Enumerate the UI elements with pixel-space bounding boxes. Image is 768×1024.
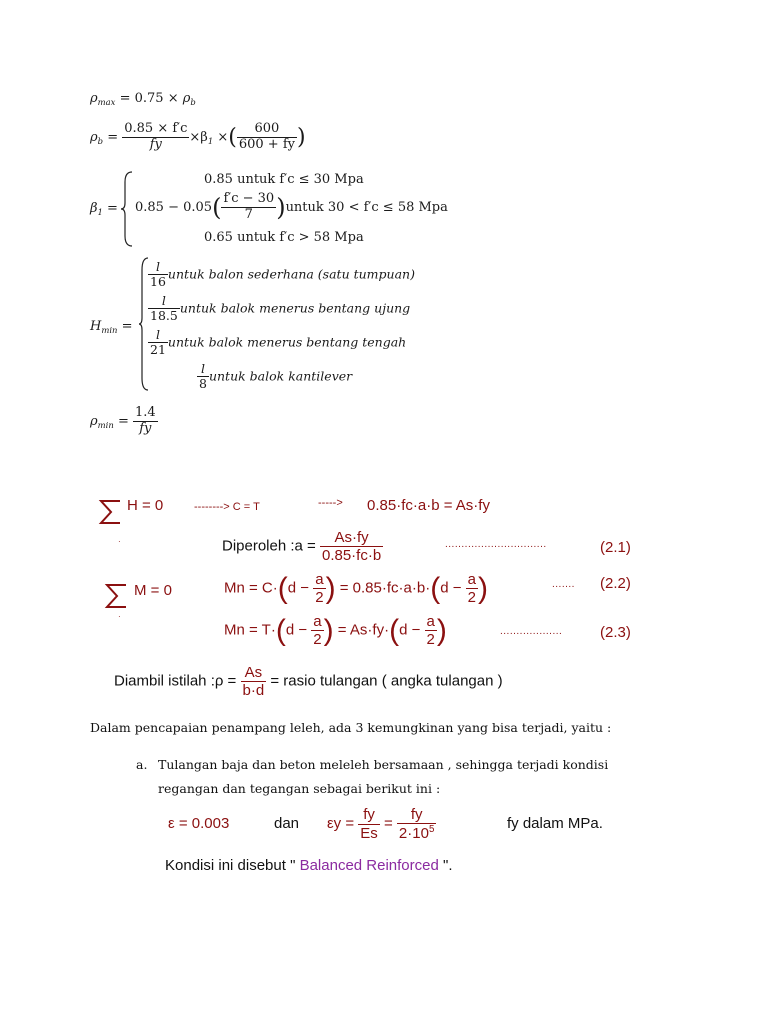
hmin-case-3: $\frac{l}{21}$ untuk balok menerus bentang tengah: [150, 327, 407, 358]
list-item-a-line2: regangan dan tegangan sebagai berikut ini :: [158, 781, 441, 796]
balanced-reinforced-term: Balanced Reinforced: [299, 857, 439, 874]
beta1-case-2: 0.85 − 0.05( $\frac{f'c - 30}{7}$ )untuk 30 < f′c ≤ 58 Mpa: [135, 191, 448, 222]
beta1-case-1: 0.85 untuk f′c ≤ 30 Mpa: [204, 172, 364, 187]
beta1-case-3: 0.65 untuk f′c > 58 Mpa: [204, 230, 364, 245]
formula-rho-min: $\rho_{min}$ = $\frac{1.4}{fy}$: [90, 405, 156, 436]
formula-rho-b: $\rho_b$ = $\frac{0.85 \times f'c}{fy}$ $\times\beta_1$ ×( $\frac{600}{600 + fy}$ ): [90, 121, 306, 152]
rasio-tulangan: Diambil istilah :ρ = $\frac{As}{b\cdot d}$ = rasio tulangan ( angka tulangan ): [114, 664, 503, 700]
sigma-dot-m: ·: [118, 612, 121, 621]
eq-2-1: Diperoleh :a = $\frac{As\cdot fy}{0.85\cdot fc\cdot b}$: [222, 529, 382, 565]
sigma-icon: [98, 498, 124, 526]
epsilon-y-formula: εy = $\frac{fy}{Es}$ = $\frac{fy}{2\cdot 10^5}$: [327, 806, 435, 843]
left-brace-beta: [120, 170, 134, 248]
formula-beta1-label: $\beta_1$ =: [90, 201, 118, 217]
eq-2-1-dots: ...............................: [445, 539, 547, 550]
formula-hmin-label: $H_{min}$ =: [90, 319, 133, 335]
epsilon-value: ε = 0.003: [168, 815, 230, 832]
hmin-case-4: $\frac{l}{8}$ untuk balok kantilever: [199, 361, 353, 392]
arrow-c-t: --------> C = T: [194, 501, 260, 513]
list-marker-a: a.: [136, 757, 148, 772]
hmin-case-1: $\frac{l}{16}$ untuk balon sederhana (satu tumpuan): [150, 259, 415, 290]
sigma-dot: ·: [118, 537, 121, 546]
eq-2-2: Mn = C·(d − $\frac{a}{2}$ ) = 0.85·fc·a·b·(d − $\frac{a}{2}$ ): [224, 571, 488, 607]
list-item-a-line1: Tulangan baja dan beton meleleh bersamaan , sehingga terjadi kondisi: [158, 757, 609, 772]
dan-label: dan: [274, 815, 300, 832]
eq-2-2-tag: (2.2): [600, 575, 631, 592]
result-h: 0.85·fc·a·b = As·fy: [367, 497, 490, 514]
kondisi-text: Kondisi ini disebut " Balanced Reinforced ".: [165, 857, 453, 874]
paragraph-text: Dalam pencapaian penampang leleh, ada 3 kemungkinan yang bisa terjadi, yaitu :: [90, 720, 612, 735]
eq-2-3: Mn = T·(d − $\frac{a}{2}$ ) = As·fy·(d − $\frac{a}{2}$ ): [224, 613, 447, 649]
hmin-case-2: $\frac{l}{18.5}$ untuk balok menerus bentang ujung: [150, 293, 411, 324]
eq-2-1-tag: (2.1): [600, 539, 631, 556]
arrow-2: ----->: [318, 497, 343, 509]
sum-m: M = 0: [134, 582, 172, 599]
formula-rho-max: $\rho_{max} = 0.75 \times \rho_b$: [90, 91, 196, 107]
sigma-icon-m: [104, 582, 130, 610]
eq-2-3-dots: ...................: [500, 626, 563, 637]
sum-h: H = 0: [127, 497, 164, 514]
fy-mpa: fy dalam MPa.: [507, 815, 603, 832]
eq-2-2-dots: .......: [552, 579, 575, 590]
eq-2-3-tag: (2.3): [600, 624, 631, 641]
